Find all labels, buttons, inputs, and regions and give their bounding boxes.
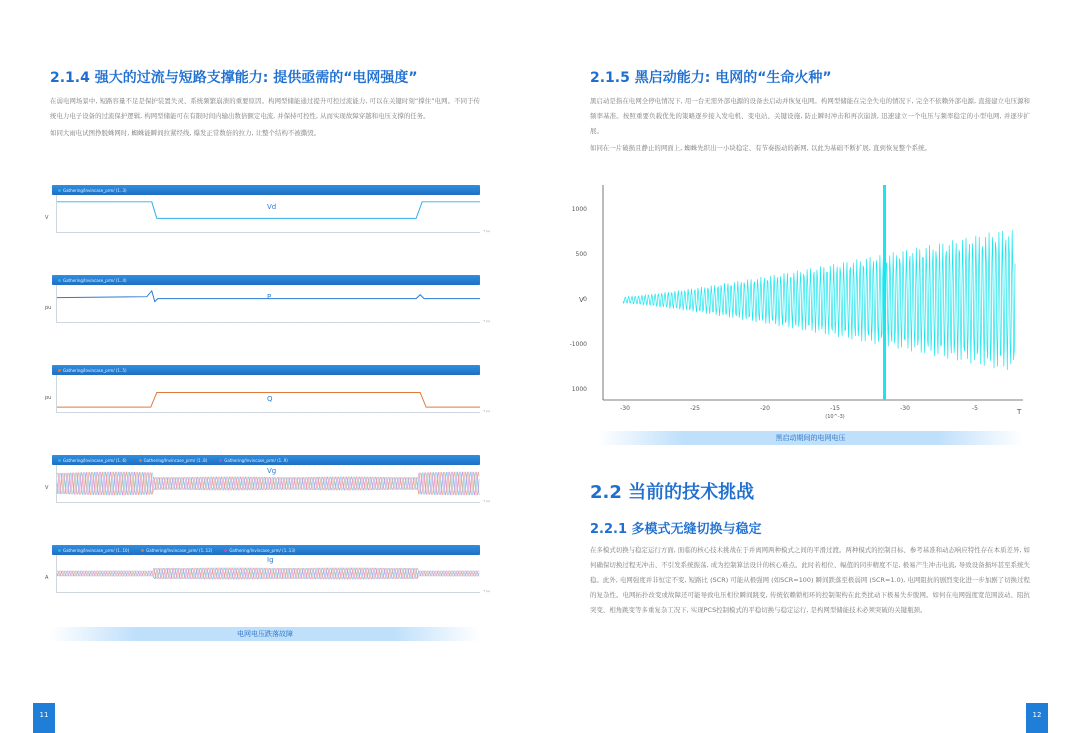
- x-tick: -15: [830, 405, 840, 412]
- legend-entry: Gathering/Invincase_prm/ (1..3): [58, 188, 127, 193]
- section-heading-black-start: 2.1.5 黑启动能力: 电网的“生命火种”: [590, 70, 832, 86]
- panel-legend-bar: [52, 185, 480, 195]
- paragraph: 黑启动是指在电网全停电情况下, 用一台无需外部电源的设备去启动并恢复电网。构网型储能在完全失电的情况下, 完全不依赖外部电源, 直接建立电压源和频率基准。按照重要负载优先的策略逐步接入发电机、变电站、关键设施, 防止瞬时冲击和再次崩溃, 迅速建立一个电压与频率稳定的小型电网, 并逐步扩展。: [590, 97, 1030, 135]
- time-axis: · · · · · · · · · · · · · · · · · · · · · · · · T (s): [56, 499, 490, 507]
- paragraph: 在弱电网场景中, 短路容量不足是保护装置失灵、系统频繁崩溃的重要原因。构网型储能通过提升可控过流能力, 可以在关键时刻“撑住”电网。不同于传统电力电子设备的过流保护逻辑, 构网型储能可在有限时间内输出数倍额定电流, 并保持可控性, 从而实现故障穿越和电压支撑的任务。: [50, 97, 480, 120]
- legend-entry: Gathering/Invincase_prm/ (1..5): [58, 368, 127, 373]
- vd-waveform: [57, 195, 480, 232]
- section-title-challenges: 2.2 当前的技术挑战: [590, 482, 755, 503]
- x-tick: -30: [900, 405, 910, 412]
- y-axis-label: V: [45, 215, 49, 221]
- caption-text: 黑启动期间的电网电压: [775, 434, 846, 442]
- q-waveform: [57, 375, 480, 412]
- left-column: [50, 68, 480, 141]
- time-axis: · · · · · · · · · · · · · · · · · · · · · · · · T (s): [56, 409, 490, 417]
- waveform-panel-vg: [45, 455, 490, 512]
- paragraph: 在多模式切换与稳定运行方面, 面临的核心技术挑战在于并离网两种模式之间的平滑过渡。两种模式的控制目标、参考基准和动态响应特性存在本质差异, 如何确保切换过程无冲击、不引发系统振荡, 成为控制算法设计的核心难点。此时若相位、幅值的同步精度不足, 极易产生冲击电流, 导致设备损坏甚至系统失稳。此外, 电网强度并非恒定不变, 短路比 (SCR) 可能从极强网 (如SCR=100) 瞬间跌落至极弱网 (SCR=1.0), 电网阻抗的剧烈变化进一步加剧了切换过程的复杂性。电网拓扑改变或故障还可能导致电压相位瞬间跳变, 传统依赖锁相环的控制架构在此类扰动下极易失步脱网。如何在电网强度宽范围波动、阻抗突变、相角跳变等多重复杂工况下, 实现PCS控制模式的平稳切换与稳定运行, 是构网型储能技术必须突破的关键瓶颈。: [590, 546, 1030, 614]
- panel-legend-bar: [52, 365, 480, 375]
- y-tick: 1000: [571, 206, 587, 213]
- signal-label: P: [267, 293, 272, 301]
- y-axis-label: V: [45, 485, 49, 491]
- plot-area: [45, 195, 480, 233]
- x-unit: (10^-3): [825, 414, 845, 420]
- waveform-panel-p: [45, 275, 490, 332]
- legend-entry: Gathering/Invincase_prm/ (1..13): [224, 548, 295, 553]
- sub-body: [590, 543, 1030, 618]
- page-number-left: 11: [33, 703, 55, 733]
- x-axis-label: T: [1017, 408, 1022, 416]
- caption-text: 电网电压跌落故障: [237, 630, 293, 638]
- signal-label: Q: [267, 395, 273, 403]
- right-column: [590, 68, 1030, 156]
- paragraph: 如同在一片破损且静止的网面上, 蜘蛛先织出一小块稳定、有节奏振动的新网, 以此为基础不断扩展, 直到恢复整个系统。: [590, 144, 931, 152]
- plot-area: [45, 555, 480, 593]
- time-axis: · · · · · · · · · · · · · · · · · · · · · · · · T (s): [56, 229, 490, 237]
- waveform-panel-q: [45, 365, 490, 422]
- waveform-panel-ig: [45, 545, 490, 602]
- panel-legend-bar: [52, 275, 480, 285]
- y-axis-label: A: [45, 575, 49, 581]
- panel-legend-bar: [52, 455, 480, 465]
- signal-label: Vg: [267, 467, 277, 475]
- y-tick: 0: [583, 296, 587, 303]
- y-axis-label: pu: [45, 305, 52, 311]
- y-axis-label: pu: [45, 395, 52, 401]
- page-number-right: 12: [1026, 703, 1048, 733]
- plot-area: [45, 285, 480, 323]
- sub-heading-mode-switch: 2.2.1 多模式无缝切换与稳定: [590, 522, 762, 537]
- paragraph: 如同大雨电试图挣脱蛛网时, 蜘蛛能瞬间拉紧经线, 爆发正常数倍的拉力, 让整个结构不被撕毁。: [50, 129, 321, 137]
- panel-legend-bar: [52, 545, 480, 555]
- signal-label: Vd: [267, 203, 277, 211]
- legend-entry: Gathering/Invincase_prm/ (1..4): [58, 278, 127, 283]
- y-axis-label: V: [579, 296, 584, 304]
- plot-area: [45, 375, 480, 413]
- y-tick: 500: [575, 251, 587, 258]
- legend-entry: Gathering/Invincase_prm/ (1..9): [219, 458, 288, 463]
- x-tick: -25: [690, 405, 700, 412]
- signal-label: Ig: [267, 556, 274, 564]
- time-axis: · · · · · · · · · · · · · · · · · · · · · · · · T (s): [56, 319, 490, 327]
- plot-area: [45, 465, 480, 503]
- legend-entry: Gathering/Invincase_prm/ (1..6): [58, 458, 127, 463]
- legend-entry: Gathering/Invincase_prm/ (1..8): [139, 458, 208, 463]
- y-tick: 1000: [571, 386, 587, 393]
- black-start-plot: [569, 185, 1023, 423]
- p-waveform: [57, 285, 480, 322]
- legend-entry: Gathering/Invincase_prm/ (1..12): [141, 548, 212, 553]
- section-heading-overcurrent: 2.1.4 强大的过流与短路支撑能力: 提供亟需的“电网强度”: [50, 70, 418, 86]
- black-start-voltage-chart: [569, 185, 1023, 423]
- waveform-panel-vd: [45, 185, 490, 242]
- figure-caption-black-start: [598, 431, 1023, 445]
- x-tick: -30: [620, 405, 630, 412]
- time-axis: · · · · · · · · · · · · · · · · · · · · · · · · T (s): [56, 589, 490, 597]
- figure-caption-voltage-dip: [50, 627, 480, 641]
- x-tick: -20: [760, 405, 770, 412]
- x-tick: -5: [972, 405, 978, 412]
- y-tick: -1000: [569, 341, 587, 348]
- legend-entry: Gathering/Invincase_prm/ (1..10): [58, 548, 129, 553]
